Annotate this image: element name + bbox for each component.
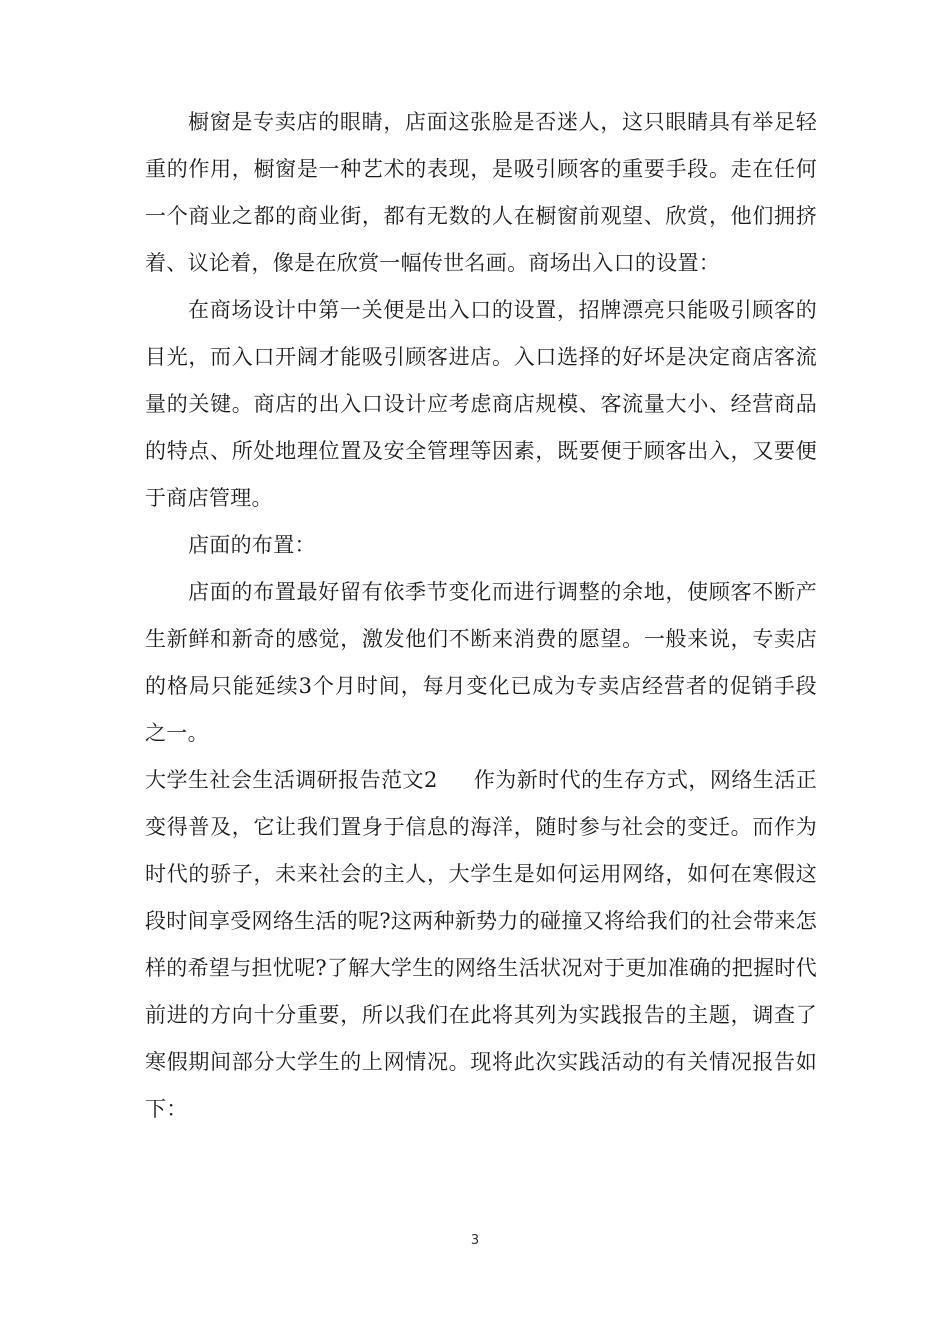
paragraph-storefront-layout: 店面的布置最好留有依季节变化而进行调整的余地，使顾客不断产生新鲜和新奇的感觉，激发他们不断来消费的愿望。一般来说，专卖店的格局只能延续3个月时间，每月变化已成为专卖店经营者的促销手段之一。 <box>145 580 817 745</box>
section-heading: 大学生社会生活调研报告范文2 <box>145 768 438 792</box>
paragraph-shop-window: 橱窗是专卖店的眼睛，店面这张脸是否迷人，这只眼睛具有举足轻重的作用，橱窗是一种艺术的表现，是吸引顾客的重要手段。走在任何一个商业之都的商业街，都有无数的人在橱窗前观望、欣赏，他们拥挤着、议论着，像是在欣赏一幅传世名画。商场出入口的设置： <box>145 110 817 275</box>
page-number: 3 <box>470 1233 480 1248</box>
paragraph-storefront-heading: 店面的布置： <box>188 533 316 557</box>
paragraph-report-section <box>145 757 817 1133</box>
document-body <box>145 99 817 1133</box>
section-text: 作为新时代的生存方式，网络生活正变得普及，它让我们置身于信息的海洋，随时参与社会的变迁。而作为时代的骄子，未来社会的主人，大学生是如何运用网络，如何在寒假这段时间享受网络生活的呢?这两种新势力的碰撞又将给我们的社会带来怎样的希望与担忧呢?了解大学生的网络生活状况对于更加准确的把握时代前进的方向十分重要，所以我们在此将其列为实践报告的主题，调查了寒假期间部分大学生的上网情况。现将此次实践活动的有关情况报告如下： <box>145 768 817 1121</box>
paragraph-entrance-design: 在商场设计中第一关便是出入口的设置，招牌漂亮只能吸引顾客的目光，而入口开阔才能吸引顾客进店。入口选择的好坏是决定商店客流量的关键。商店的出入口设计应考虑商店规模、客流量大小、经营商品的特点、所处地理位置及安全管理等因素，既要便于顾客出入，又要便于商店管理。 <box>145 298 817 510</box>
